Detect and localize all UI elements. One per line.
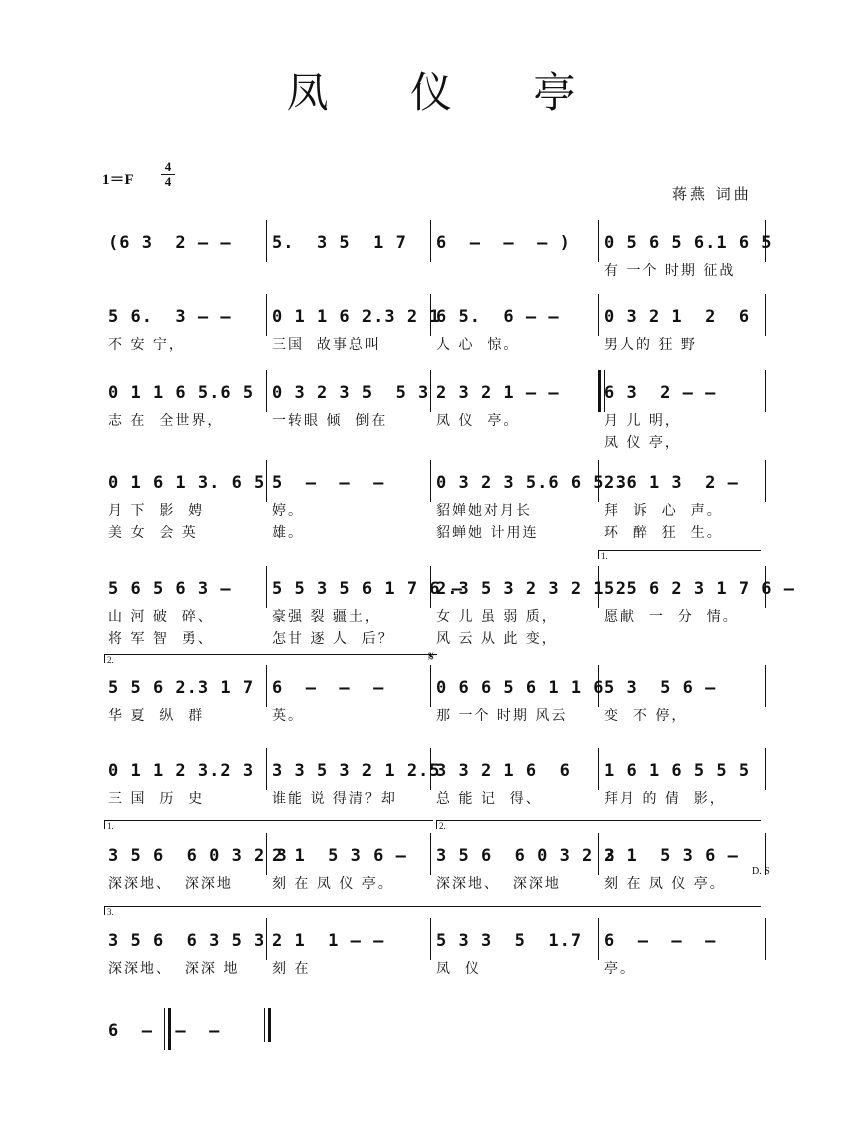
measure: 2.6 1 3 2 –	[604, 473, 739, 493]
bar-line	[266, 220, 267, 262]
bar-line	[598, 220, 599, 262]
score-row	[0, 220, 862, 300]
bar-line	[598, 566, 599, 608]
bar-line	[430, 294, 431, 336]
lyric-segment: 三 国 历 史	[108, 791, 205, 807]
bar-line	[164, 1008, 171, 1050]
bar-line	[765, 566, 766, 608]
lyric-segment: 那 一个 时期 风云	[436, 708, 568, 724]
bar-line	[598, 460, 599, 502]
bar-line	[266, 370, 267, 412]
lyric-segment: 将 军 智 勇、	[108, 631, 214, 647]
bar-line	[266, 748, 267, 790]
segno-mark: 𝄋	[428, 650, 435, 665]
bar-line	[598, 748, 599, 790]
lyric-segment: 华 夏 纵 群	[108, 708, 205, 724]
lyric-segment: 凤 仪	[436, 961, 481, 977]
volta-2-row8: 2.	[436, 820, 761, 829]
notes-line	[0, 378, 862, 408]
lyric-segment: 雄。	[272, 525, 304, 541]
lyric-segment: 深深地、 深深 地	[108, 961, 240, 977]
bar-line	[598, 294, 599, 336]
notes-line	[0, 468, 862, 498]
bar-line	[765, 918, 766, 960]
measure: 0 1 1 6 5.6 5	[108, 383, 255, 403]
score-row	[0, 1008, 862, 1088]
notes-line	[0, 1016, 862, 1046]
volta-1-row5: 1.	[598, 550, 761, 559]
measure: 2 1 5 3 6 –	[272, 846, 407, 866]
notes-line	[0, 926, 862, 956]
lyric-segment: 貂蝉她 计用连	[436, 525, 539, 541]
bar-line	[765, 370, 766, 412]
lyric-segment: 凤 仪 亭。	[436, 413, 520, 429]
lyric-segment: 谁能 说 得清？却	[272, 791, 397, 807]
notes-line	[0, 302, 862, 332]
measure: 0 6 6 5 6 1 1 6	[436, 678, 605, 698]
lyric-segment: 刻 在	[272, 961, 311, 977]
measure: 3 3 2 1 6 6	[436, 761, 571, 781]
bar-line	[765, 220, 766, 262]
bar-line	[266, 294, 267, 336]
score-row	[0, 665, 862, 745]
bar-line	[430, 566, 431, 608]
lyric-segment: 变 不 停，	[604, 708, 688, 724]
bar-line	[765, 294, 766, 336]
notes-line	[0, 756, 862, 786]
measure: 2 1 5 3 6 –	[604, 846, 739, 866]
measure: 5 5 6 2.3 1 7	[108, 678, 255, 698]
lyric-segment: 环 醉 狂 生。	[604, 525, 723, 541]
notes-line	[0, 673, 862, 703]
bar-line	[266, 918, 267, 960]
measure: 5 3 5 6 –	[604, 678, 717, 698]
lyric-segment: 刻 在 凤 仪 亭。	[272, 876, 394, 892]
bar-line	[266, 566, 267, 608]
score-row	[0, 918, 862, 998]
measure: 5 5 6 2 3 1 7 6 –	[604, 579, 795, 599]
score-row	[0, 833, 862, 913]
bar-line	[430, 918, 431, 960]
measure: 0 3 2 3 5.6 6 5 3	[436, 473, 627, 493]
song-title: 凤 仪 亭	[286, 68, 610, 117]
lyric-segment: 有 一个 时期 征战	[604, 263, 736, 279]
measure: 5 6. 3 – –	[108, 307, 232, 327]
bar-line	[598, 370, 605, 412]
measure: 3 5 6 6 0 3 2 3	[436, 846, 616, 866]
measure: 0 3 2 3 5 5 3	[272, 383, 430, 403]
bar-line	[430, 833, 431, 875]
bar-line	[598, 665, 599, 707]
bar-line	[266, 665, 267, 707]
lyric-segment: 豪强 裂 疆土，	[272, 609, 381, 625]
bar-line	[430, 460, 431, 502]
measure: 5 5 3 5 6 1 7 6 –	[272, 579, 463, 599]
lyric-segment: 愿献 一 分 情。	[604, 609, 739, 625]
measure: 5. 3 5 1 7	[272, 233, 407, 253]
measure: 3 3 5 3 2 1 2.5	[272, 761, 441, 781]
measure: 6 – – –	[272, 678, 385, 698]
measure: 3 5 6 6 3 5 3	[108, 931, 266, 951]
lyric-segment: 志 在 全世界，	[108, 413, 224, 429]
notes-line	[0, 841, 862, 871]
volta-1-row8: 1.	[104, 820, 433, 829]
volta-2-row6: 2.	[104, 654, 437, 663]
bar-line	[266, 460, 267, 502]
lyric-segment: 美 女 会 英	[108, 525, 198, 541]
lyric-segment: 总 能 记 得、	[436, 791, 542, 807]
lyric-segment: 三国 故事总叫	[272, 337, 381, 353]
score-row	[0, 566, 862, 646]
measure: 2 3 2 1 – –	[436, 383, 560, 403]
lyric-segment: 男人的 狂 野	[604, 337, 697, 353]
score-row	[0, 370, 862, 450]
lyric-segment: 女 儿 虽 弱 质，	[436, 609, 558, 625]
composer-credit: 蒋燕 词曲	[672, 185, 752, 203]
lyric-segment: 不 安 宁，	[108, 337, 185, 353]
measure: 0 5 6 5 6.1 6 5	[604, 233, 773, 253]
measure: 0 3 2 1 2 6	[604, 307, 751, 327]
bar-line	[765, 748, 766, 790]
lyric-segment: 英。	[272, 708, 304, 724]
lyric-segment: 深深地、 深深地	[436, 876, 561, 892]
measure: 2.3 5 3 2 3 2 1 2	[436, 579, 627, 599]
measure: 0 1 6 1 3. 6 5	[108, 473, 266, 493]
lyric-segment: 怎甘 逐 人 后？	[272, 631, 394, 647]
measure: 6 – – –	[108, 1021, 221, 1041]
measure: 0 1 1 2 3.2 3	[108, 761, 255, 781]
lyric-segment: 深深地、 深深地	[108, 876, 233, 892]
measure: 5 3 3 5 1.7	[436, 931, 583, 951]
measure: 6 3 2 – –	[604, 383, 717, 403]
bar-line	[430, 370, 431, 412]
measure: 5 6 5 6 3 –	[108, 579, 232, 599]
lyric-segment: 刻 在 凤 仪 亭。	[604, 876, 726, 892]
measure: 6 5. 6 – –	[436, 307, 560, 327]
bar-line	[765, 460, 766, 502]
measure: 2 1 1 – –	[272, 931, 385, 951]
lyric-segment: 山 河 破 碎、	[108, 609, 214, 625]
bar-line	[598, 918, 599, 960]
final-bar-line	[264, 1008, 271, 1042]
bar-line	[430, 748, 431, 790]
lyric-segment: 亭。	[604, 961, 636, 977]
measure: 5 – – –	[272, 473, 385, 493]
lyric-segment: 月 儿 明，	[604, 413, 681, 429]
lyric-segment: 一转眼 倾 倒在	[272, 413, 388, 429]
lyric-segment: 貂婵她对月长	[436, 503, 532, 519]
lyric-segment: 月 下 影 娉	[108, 503, 205, 519]
measure: 1 6 1 6 5 5 5	[604, 761, 751, 781]
bar-line	[765, 665, 766, 707]
score-row	[0, 294, 862, 374]
meter-bottom: 4	[164, 174, 172, 189]
score-row	[0, 460, 862, 540]
measure: 6 – – – )	[436, 233, 571, 253]
notes-line	[0, 228, 862, 258]
lyric-segment: 凤 仪 亭，	[604, 435, 681, 451]
measure: 0 1 1 6 2.3 2 1	[272, 307, 441, 327]
score-row	[0, 748, 862, 828]
measure: 6 – – –	[604, 931, 717, 951]
measure: (6 3 2 – –	[108, 233, 232, 253]
volta-3-row9: 3.	[104, 906, 761, 915]
ds-mark: D. S	[752, 866, 770, 877]
lyric-segment: 人 心 惊。	[436, 337, 520, 353]
bar-line	[430, 220, 431, 262]
bar-line	[430, 665, 431, 707]
lyric-segment: 拜 诉 心 声。	[604, 503, 723, 519]
lyric-segment: 风 云 从 此 变，	[436, 631, 558, 647]
meter-top: 4	[164, 159, 172, 174]
lyric-segment: 婷。	[272, 503, 304, 519]
bar-line	[598, 833, 599, 875]
time-signature	[160, 160, 176, 189]
measure: 3 5 6 6 0 3 2 3	[108, 846, 288, 866]
key-signature: 1＝F	[102, 172, 134, 188]
lyric-segment: 拜月 的 倩 影，	[604, 791, 726, 807]
bar-line	[266, 833, 267, 875]
notes-line	[0, 574, 862, 604]
